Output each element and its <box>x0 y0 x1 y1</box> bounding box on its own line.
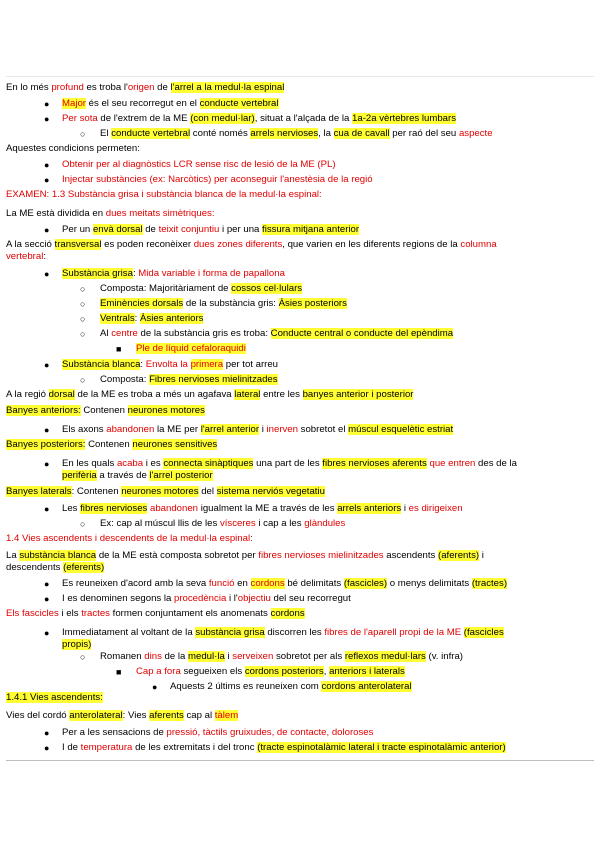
text-run: serveixen <box>232 651 274 662</box>
text-run: Banyes laterals <box>6 486 72 497</box>
text-run: discorren les <box>264 627 325 638</box>
list-item <box>62 268 572 280</box>
text-run: A la regió <box>6 389 49 400</box>
bullet-icon: ● <box>44 225 50 235</box>
text-run: cordons <box>270 608 305 619</box>
text-run: del <box>198 486 217 497</box>
bottom-divider <box>6 760 594 761</box>
text-run: i l' <box>226 593 238 604</box>
text-run: una part de les <box>253 458 323 469</box>
bullet-icon: ● <box>44 594 50 604</box>
bullet-icon: ● <box>44 114 50 124</box>
text-run: dorsal <box>48 389 75 400</box>
text-run: (eferents) <box>63 562 105 573</box>
text-run: bé delimitats <box>284 578 344 589</box>
text-run: columna <box>460 239 497 250</box>
hollow-bullet-icon: ○ <box>80 314 86 324</box>
text-run: Vies del cordó <box>6 710 70 721</box>
hollow-bullet-icon: ○ <box>80 329 86 339</box>
text-run: Els fascicles <box>6 608 59 619</box>
text-run: dues meitats simètriques: <box>105 208 215 219</box>
text-run: Ventrals <box>100 313 135 324</box>
text-run: Aquestes condicions permeten: <box>6 143 140 154</box>
bullet-icon: ● <box>44 99 50 109</box>
bullet-icon: ● <box>44 269 50 279</box>
text-run: Contenen <box>85 439 133 450</box>
text-run: , <box>323 666 330 677</box>
text-run: A la secció <box>6 239 55 250</box>
text-run: Contenen <box>80 405 128 416</box>
text-run: primera <box>190 359 224 370</box>
list-item <box>136 666 572 678</box>
text-run: Àsies anteriors <box>140 313 204 324</box>
list-item <box>100 128 572 140</box>
list-item <box>62 98 572 110</box>
text-run: anterolateral <box>69 710 123 721</box>
paragraph-line <box>6 239 572 251</box>
text-run: Mida variable i forma de papallona <box>138 268 285 279</box>
text-run: a través de <box>96 470 150 481</box>
list-item <box>100 283 572 295</box>
text-run: cossos cel·lulars <box>231 283 303 294</box>
text-run: fissura mitjana anterior <box>262 224 360 235</box>
list-item <box>100 298 572 310</box>
text-run: i <box>401 503 409 514</box>
text-run: Substància blanca <box>62 359 141 370</box>
text-run: origen <box>127 82 155 93</box>
list-item <box>62 159 572 171</box>
list-item <box>62 639 572 651</box>
text-run: Substància grisa <box>62 268 133 279</box>
paragraph-line <box>6 486 572 498</box>
text-run: Major <box>62 98 86 109</box>
list-item <box>62 113 572 125</box>
text-run: vísceres <box>219 518 256 529</box>
text-run: anteriors i laterals <box>329 666 405 677</box>
list-item <box>62 458 572 470</box>
text-run: i <box>224 651 233 662</box>
paragraph-line <box>6 550 572 562</box>
text-run: glàndules <box>304 518 346 529</box>
text-run: Fibres nervioses mielinitzades <box>149 374 278 385</box>
text-run: descendents <box>6 562 64 573</box>
text-run: per tot arreu <box>223 359 279 370</box>
text-run: cap al <box>183 710 215 721</box>
paragraph-line <box>6 251 572 263</box>
text-run: cordons anterolateral <box>321 681 412 692</box>
list-item <box>62 424 572 436</box>
text-run: en <box>234 578 251 589</box>
bullet-icon: ● <box>44 175 50 185</box>
text-run: i per una <box>219 224 263 235</box>
text-run: : Vies <box>122 710 150 721</box>
text-run: Els axons <box>62 424 107 435</box>
text-run: centre <box>111 328 138 339</box>
top-divider <box>6 76 594 77</box>
paragraph-line <box>6 692 572 704</box>
text-run: inerven <box>266 424 298 435</box>
text-run: l'arrel anterior <box>200 424 260 435</box>
list-item <box>100 518 572 530</box>
text-run: Envolta la <box>145 359 191 370</box>
text-run: (tracte espinotalàmic lateral i tracte espinotalàmic anterior) <box>257 742 506 753</box>
list-item <box>100 313 572 325</box>
text-run: Al <box>100 328 112 339</box>
hollow-bullet-icon: ○ <box>80 375 86 385</box>
list-item <box>62 174 572 186</box>
list-item <box>62 727 572 739</box>
text-run: Eminències dorsals <box>100 298 184 309</box>
paragraph-line <box>6 189 572 201</box>
text-run: tàlem <box>214 710 239 721</box>
text-run: El <box>100 128 112 139</box>
text-run: Aquests 2 últims es reuneixen com <box>170 681 322 692</box>
hollow-bullet-icon: ○ <box>80 129 86 139</box>
bullet-icon: ● <box>44 459 50 469</box>
text-run: es troba l' <box>83 82 128 93</box>
text-run: de la ME es troba a més un agafava <box>74 389 235 400</box>
text-run: i <box>259 424 267 435</box>
text-run: igualment la ME a través de les <box>198 503 338 514</box>
list-item <box>62 578 572 590</box>
paragraph-line <box>6 405 572 417</box>
text-run: i els <box>58 608 82 619</box>
text-run: Injectar substàncies (ex: Narcòtics) per aconseguir l'anestèsia de la regió <box>62 174 373 185</box>
text-run: fibres de l'aparell propi de la ME <box>324 627 462 638</box>
text-run: que entren <box>429 458 476 469</box>
text-run: (fascicles <box>463 627 504 638</box>
bullet-icon: ● <box>44 425 50 435</box>
text-run: (aferents) <box>438 550 480 561</box>
text-run: sistema nerviós vegetatiu <box>216 486 325 497</box>
text-run: funció <box>208 578 235 589</box>
text-run: Composta: Majoritàriament de <box>100 283 232 294</box>
list-item <box>62 359 572 371</box>
text-run: cordons <box>250 578 285 589</box>
text-run: es poden reconèixer <box>101 239 194 250</box>
text-run: En lo més <box>6 82 52 93</box>
text-run: I de <box>62 742 81 753</box>
text-run: EXAMEN: 1.3 Substància grisa i substància blanca de la medul·la espinal: <box>6 189 322 200</box>
text-run: dins <box>144 651 162 662</box>
text-run: Composta: <box>100 374 150 385</box>
bullet-icon: ● <box>44 360 50 370</box>
text-run: : <box>140 359 146 370</box>
bullet-icon: ● <box>44 728 50 738</box>
text-run: : <box>43 251 46 262</box>
text-run: segueixen els <box>180 666 245 677</box>
text-run: (con medul·lar) <box>190 113 255 124</box>
text-run: Romanen <box>100 651 145 662</box>
text-run: l'arrel a la medul·la espinal <box>170 82 285 93</box>
text-run: i <box>479 550 484 561</box>
text-run: dues zones diferents <box>193 239 283 250</box>
text-run: l'arrel posterior <box>149 470 213 481</box>
text-run: neurones sensitives <box>132 439 218 450</box>
text-run: aspecte <box>458 128 493 139</box>
text-run: (tractes) <box>471 578 508 589</box>
square-bullet-icon: ■ <box>116 344 122 354</box>
bullet-icon: ● <box>44 504 50 514</box>
text-run: es dirigeixen <box>408 503 463 514</box>
text-run: vertebral <box>6 251 44 262</box>
text-run: conducte vertebral <box>111 128 191 139</box>
list-item <box>100 374 572 386</box>
hollow-bullet-icon: ○ <box>80 284 86 294</box>
list-item <box>62 593 572 605</box>
text-run: entre les <box>260 389 303 400</box>
list-item <box>62 742 572 754</box>
text-run: del seu recorregut <box>270 593 351 604</box>
text-run: perifèria <box>62 470 97 481</box>
bullet-icon: ● <box>152 682 158 692</box>
text-run: objectiu <box>237 593 271 604</box>
text-run: cua de cavall <box>333 128 390 139</box>
text-run: substància grisa <box>195 627 265 638</box>
text-run: profund <box>51 82 84 93</box>
text-run: Per un <box>62 224 93 235</box>
text-run: 1.4 Vies ascendents i descendents de la medul·la espinal: <box>6 533 253 544</box>
text-run: Ple de líquid cefaloraquidi <box>136 343 246 354</box>
text-run: substància blanca <box>19 550 97 561</box>
text-run: de <box>154 82 171 93</box>
text-run: conté només <box>190 128 251 139</box>
text-run: abandonen <box>106 424 155 435</box>
text-run: neurones motores <box>127 405 205 416</box>
text-run: sobretot el <box>297 424 349 435</box>
text-run: 1.4.1 Vies ascendents: <box>6 692 103 703</box>
text-run: , situat a l'alçada de la <box>254 113 353 124</box>
text-run: aferents <box>149 710 184 721</box>
text-run: la ME per <box>154 424 201 435</box>
list-item <box>100 328 572 340</box>
text-run: temperatura <box>80 742 133 753</box>
text-run: arrels nervioses <box>250 128 319 139</box>
text-run: de la substància gris: <box>183 298 279 309</box>
text-run: Per sota <box>62 113 98 124</box>
text-run: medul·la <box>188 651 225 662</box>
text-run: 1a-2a vèrtebres lumbars <box>352 113 457 124</box>
text-run: Conducte central o conducte del epèndima <box>270 328 454 339</box>
text-run: per raó del seu <box>389 128 459 139</box>
list-item <box>62 224 572 236</box>
paragraph-line <box>6 143 572 155</box>
text-run: neurones motores <box>121 486 199 497</box>
text-run: Àsies posteriors <box>278 298 347 309</box>
text-run: i cap a les <box>255 518 305 529</box>
text-run: La ME està dividida en <box>6 208 106 219</box>
text-run: Immediatament al voltant de la <box>62 627 196 638</box>
text-run: (fascicles) <box>343 578 388 589</box>
text-run: de <box>142 224 159 235</box>
text-run: fibres nervioses aferents <box>322 458 427 469</box>
text-run: I es denominen segons la <box>62 593 175 604</box>
text-run: envà dorsal <box>92 224 143 235</box>
hollow-bullet-icon: ○ <box>80 299 86 309</box>
text-run: conducte vertebral <box>199 98 279 109</box>
text-run: arrels anteriors <box>337 503 402 514</box>
text-run: de les extremitats i del tronc <box>132 742 258 753</box>
text-run: En les quals <box>62 458 117 469</box>
bullet-icon: ● <box>44 628 50 638</box>
text-run: : <box>134 313 141 324</box>
text-run: transversal <box>54 239 102 250</box>
paragraph-line <box>6 710 572 722</box>
text-run: abandonen <box>150 503 199 514</box>
paragraph-line <box>6 82 572 94</box>
text-run: múscul esquelètic estriat <box>348 424 454 435</box>
text-run: de la substància gris es troba: <box>137 328 271 339</box>
text-run: , la <box>318 128 334 139</box>
text-run: cordons posteriors <box>244 666 324 677</box>
text-run: reflexos medul·lars <box>344 651 426 662</box>
text-run: lateral <box>234 389 261 400</box>
text-run: Les <box>62 503 81 514</box>
text-run: pressió, tàctils gruixudes, de contacte, doloroses <box>166 727 374 738</box>
text-run: (v. infra) <box>425 651 463 662</box>
text-run: banyes anterior i posterior <box>302 389 414 400</box>
hollow-bullet-icon: ○ <box>80 652 86 662</box>
paragraph-line <box>6 533 572 545</box>
hollow-bullet-icon: ○ <box>80 519 86 529</box>
list-item <box>62 470 572 482</box>
text-run: connecta sinàptiques <box>163 458 254 469</box>
text-run: tractes <box>81 608 110 619</box>
text-run: Cap a fora <box>136 666 181 677</box>
paragraph-line <box>6 608 572 620</box>
text-run: La <box>6 550 20 561</box>
text-run: o menys delimitats <box>387 578 472 589</box>
text-run: de l'extrem de la ME <box>97 113 191 124</box>
text-run: procedència <box>174 593 227 604</box>
square-bullet-icon: ■ <box>116 667 122 677</box>
text-run: fibres nervioses <box>80 503 148 514</box>
text-run: Banyes anteriors: <box>6 405 81 416</box>
paragraph-line <box>6 562 572 574</box>
text-run: i es <box>143 458 164 469</box>
text-run: de la <box>161 651 189 662</box>
paragraph-line <box>6 208 572 220</box>
text-run: Banyes posteriors: <box>6 439 86 450</box>
text-run: Per a les sensacions de <box>62 727 167 738</box>
text-run: sobretot per als <box>273 651 345 662</box>
list-item <box>136 343 572 355</box>
text-run: teixit conjuntiu <box>158 224 220 235</box>
bullet-icon: ● <box>44 160 50 170</box>
list-item <box>62 627 572 639</box>
text-run: fibres nervioses mielinitzades <box>258 550 384 561</box>
text-run: propis) <box>62 639 92 650</box>
text-run: és el seu recorregut en el <box>86 98 200 109</box>
bullet-icon: ● <box>44 579 50 589</box>
list-item <box>62 503 572 515</box>
text-run: ascendents <box>383 550 438 561</box>
text-run: Ex: cap al múscul llis de les <box>100 518 220 529</box>
list-item <box>100 651 572 663</box>
text-run: formen conjuntament els anomenats <box>109 608 271 619</box>
bullet-icon: ● <box>44 743 50 753</box>
text-run: Obtenir per al diagnòstics LCR sense risc de lesió de la ME (PL) <box>62 159 336 170</box>
paragraph-line <box>6 389 572 401</box>
text-run: : <box>132 268 139 279</box>
text-run: des de la <box>475 458 517 469</box>
text-run: de la ME està composta sobretot per <box>96 550 259 561</box>
paragraph-line <box>6 439 572 451</box>
text-run: , que varien en les diferents regions de la <box>282 239 461 250</box>
text-run: Es reuneixen d'acord amb la seva <box>62 578 209 589</box>
text-run: acaba <box>116 458 144 469</box>
text-run: : Contenen <box>71 486 122 497</box>
